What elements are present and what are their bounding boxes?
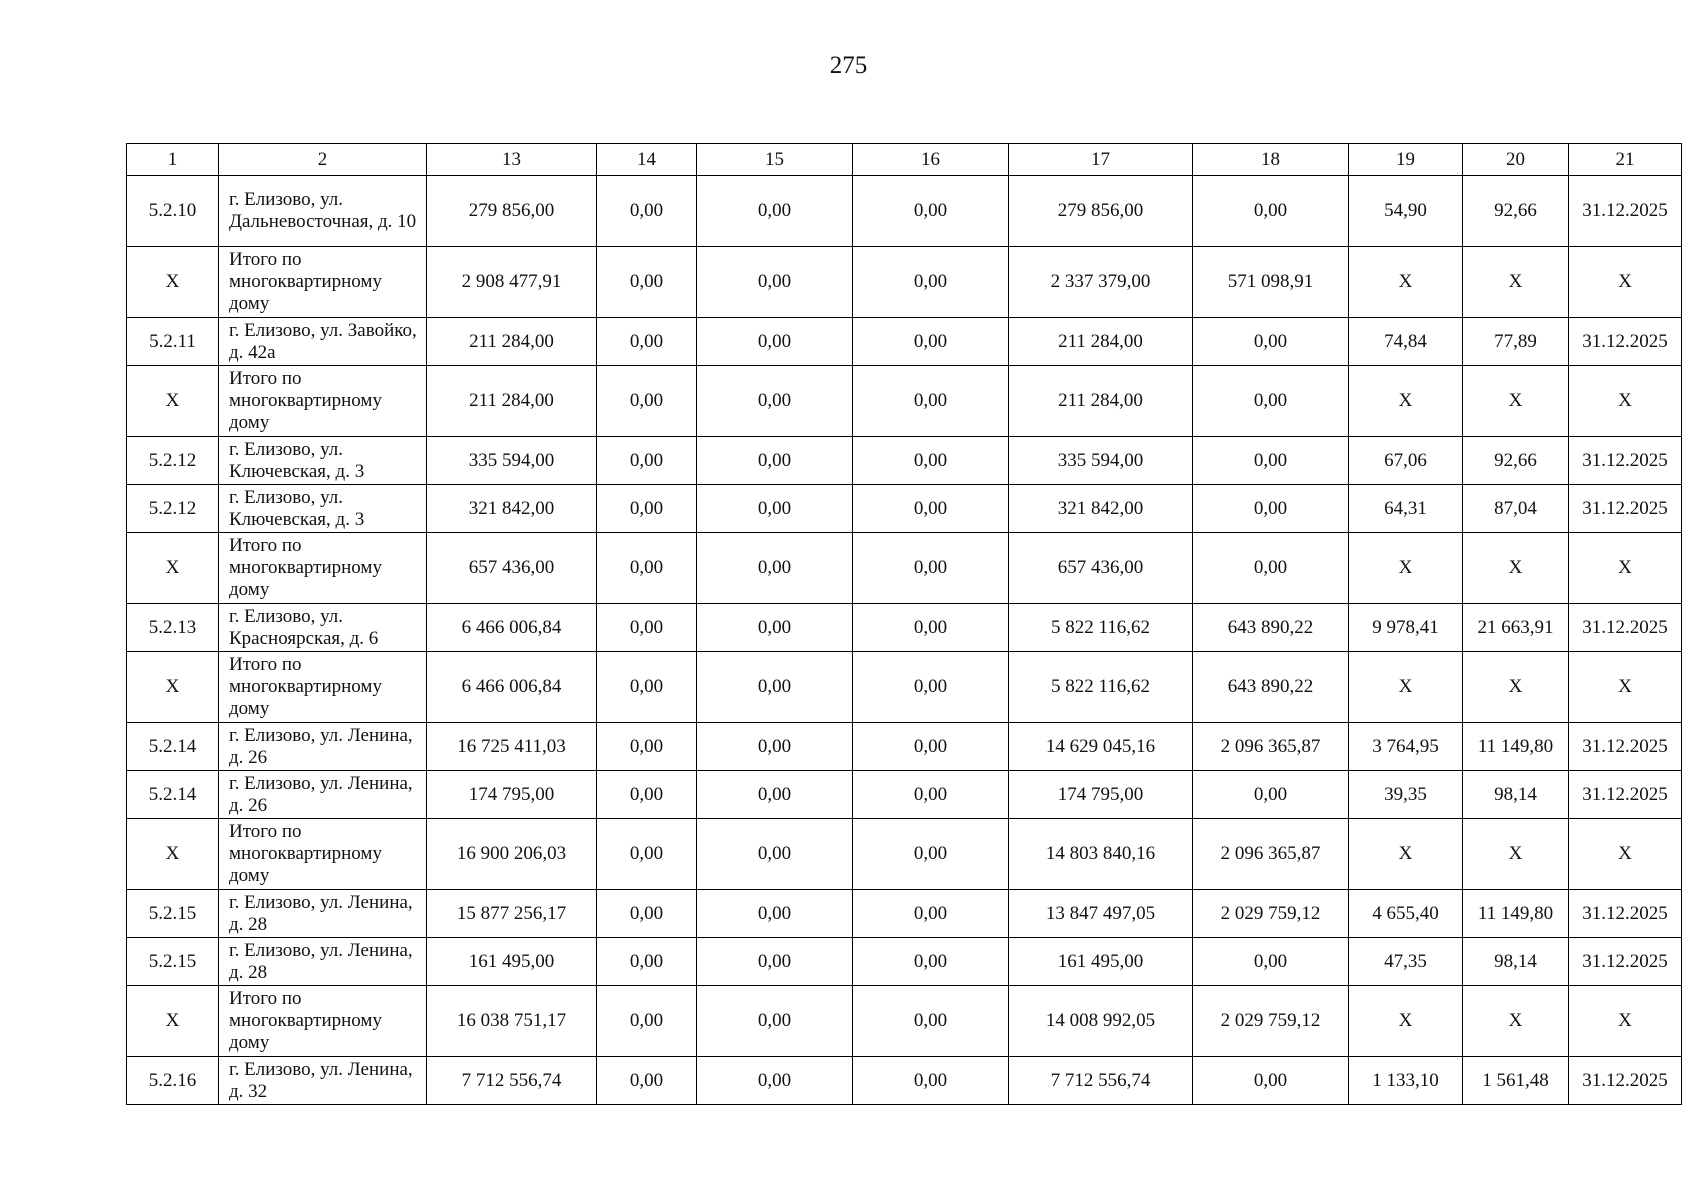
value-cell: 279 856,00 (427, 176, 597, 247)
value-cell: 321 842,00 (1009, 485, 1193, 533)
value-cell: 0,00 (853, 771, 1009, 819)
value-cell: X (1569, 533, 1682, 604)
value-cell: 87,04 (1463, 485, 1569, 533)
value-cell: 0,00 (597, 437, 697, 485)
value-cell: X (1349, 247, 1463, 318)
value-cell: 7 712 556,74 (1009, 1057, 1193, 1105)
value-cell: 11 149,80 (1463, 723, 1569, 771)
value-cell: X (1569, 652, 1682, 723)
table-row (127, 1057, 1682, 1105)
value-cell: 9 978,41 (1349, 604, 1463, 652)
address-cell: г. Елизово, ул. Ключевская, д. 3 (219, 485, 427, 533)
value-cell: 279 856,00 (1009, 176, 1193, 247)
row-number-cell: 5.2.13 (127, 604, 219, 652)
column-header: 20 (1463, 144, 1569, 176)
value-cell: 321 842,00 (427, 485, 597, 533)
address-cell: Итого по многоквартирному дому (219, 652, 427, 723)
column-header: 2 (219, 144, 427, 176)
value-cell: X (1569, 819, 1682, 890)
value-cell: 0,00 (1193, 485, 1349, 533)
value-cell: 0,00 (853, 819, 1009, 890)
value-cell: 0,00 (597, 938, 697, 986)
value-cell: X (1463, 986, 1569, 1057)
table-row (127, 604, 1682, 652)
value-cell: 0,00 (853, 986, 1009, 1057)
value-cell: 6 466 006,84 (427, 652, 597, 723)
value-cell: 0,00 (597, 247, 697, 318)
table-row (127, 986, 1682, 1057)
value-cell: 2 029 759,12 (1193, 986, 1349, 1057)
value-cell: 2 908 477,91 (427, 247, 597, 318)
value-cell: 0,00 (697, 318, 853, 366)
value-cell: 0,00 (697, 938, 853, 986)
value-cell: 0,00 (1193, 771, 1349, 819)
value-cell: 0,00 (853, 318, 1009, 366)
table-row (127, 176, 1682, 247)
table-row (127, 723, 1682, 771)
value-cell: X (1569, 247, 1682, 318)
value-cell: 0,00 (1193, 318, 1349, 366)
address-cell: г. Елизово, ул. Завойко, д. 42а (219, 318, 427, 366)
value-cell: 16 725 411,03 (427, 723, 597, 771)
address-cell: Итого по многоквартирному дому (219, 247, 427, 318)
table-row (127, 318, 1682, 366)
value-cell: 0,00 (697, 723, 853, 771)
address-cell: Итого по многоквартирному дому (219, 533, 427, 604)
value-cell: 67,06 (1349, 437, 1463, 485)
value-cell: 161 495,00 (427, 938, 597, 986)
value-cell: 174 795,00 (1009, 771, 1193, 819)
value-cell: 0,00 (597, 366, 697, 437)
value-cell: X (1463, 819, 1569, 890)
value-cell: 0,00 (697, 247, 853, 318)
value-cell: 0,00 (1193, 1057, 1349, 1105)
value-cell: 4 655,40 (1349, 890, 1463, 938)
value-cell: 643 890,22 (1193, 652, 1349, 723)
value-cell: 1 561,48 (1463, 1057, 1569, 1105)
value-cell: X (1463, 533, 1569, 604)
value-cell: 657 436,00 (427, 533, 597, 604)
value-cell: 54,90 (1349, 176, 1463, 247)
address-cell: г. Елизово, ул. Ленина, д. 26 (219, 771, 427, 819)
value-cell: 2 096 365,87 (1193, 819, 1349, 890)
value-cell: 0,00 (853, 604, 1009, 652)
value-cell: 0,00 (1193, 366, 1349, 437)
value-cell: 211 284,00 (1009, 366, 1193, 437)
value-cell: 0,00 (697, 771, 853, 819)
value-cell: 161 495,00 (1009, 938, 1193, 986)
column-header: 19 (1349, 144, 1463, 176)
value-cell: 335 594,00 (1009, 437, 1193, 485)
value-cell: 0,00 (697, 366, 853, 437)
table-row (127, 533, 1682, 604)
table-row (127, 938, 1682, 986)
value-cell: 0,00 (597, 604, 697, 652)
value-cell: 31.12.2025 (1569, 176, 1682, 247)
value-cell: 0,00 (597, 986, 697, 1057)
value-cell: 15 877 256,17 (427, 890, 597, 938)
column-header: 16 (853, 144, 1009, 176)
data-table (126, 143, 1682, 1105)
row-number-cell: 5.2.14 (127, 771, 219, 819)
row-number-cell: 5.2.16 (127, 1057, 219, 1105)
value-cell: 31.12.2025 (1569, 318, 1682, 366)
column-header: 18 (1193, 144, 1349, 176)
value-cell: 0,00 (597, 1057, 697, 1105)
value-cell: 571 098,91 (1193, 247, 1349, 318)
value-cell: 92,66 (1463, 176, 1569, 247)
value-cell: 0,00 (597, 485, 697, 533)
table-row (127, 819, 1682, 890)
value-cell: 6 466 006,84 (427, 604, 597, 652)
value-cell: X (1463, 247, 1569, 318)
value-cell: 98,14 (1463, 771, 1569, 819)
column-header: 15 (697, 144, 853, 176)
row-number-cell: 5.2.15 (127, 890, 219, 938)
value-cell: 11 149,80 (1463, 890, 1569, 938)
address-cell: г. Елизово, ул. Ленина, д. 32 (219, 1057, 427, 1105)
value-cell: X (1463, 652, 1569, 723)
row-number-cell: 5.2.10 (127, 176, 219, 247)
header-row (127, 144, 1682, 176)
table-row (127, 771, 1682, 819)
value-cell: 31.12.2025 (1569, 771, 1682, 819)
address-cell: Итого по многоквартирному дому (219, 366, 427, 437)
value-cell: 0,00 (697, 1057, 853, 1105)
column-header: 13 (427, 144, 597, 176)
row-number-cell: 5.2.12 (127, 437, 219, 485)
value-cell: 0,00 (697, 652, 853, 723)
value-cell: 31.12.2025 (1569, 1057, 1682, 1105)
address-cell: Итого по многоквартирному дому (219, 986, 427, 1057)
address-cell: г. Елизово, ул. Ключевская, д. 3 (219, 437, 427, 485)
value-cell: 5 822 116,62 (1009, 652, 1193, 723)
value-cell: X (1349, 986, 1463, 1057)
value-cell: 2 096 365,87 (1193, 723, 1349, 771)
address-cell: г. Елизово, ул. Ленина, д. 26 (219, 723, 427, 771)
value-cell: 31.12.2025 (1569, 437, 1682, 485)
value-cell: 31.12.2025 (1569, 938, 1682, 986)
value-cell: 0,00 (853, 485, 1009, 533)
value-cell: 31.12.2025 (1569, 723, 1682, 771)
value-cell: 0,00 (697, 604, 853, 652)
row-number-cell: X (127, 533, 219, 604)
value-cell: 0,00 (597, 819, 697, 890)
value-cell: X (1349, 652, 1463, 723)
table-row (127, 366, 1682, 437)
row-number-cell: X (127, 366, 219, 437)
value-cell: 0,00 (597, 723, 697, 771)
value-cell: 0,00 (697, 176, 853, 247)
value-cell: 0,00 (853, 437, 1009, 485)
table-body (127, 176, 1682, 1105)
column-header: 17 (1009, 144, 1193, 176)
value-cell: 2 337 379,00 (1009, 247, 1193, 318)
address-cell: г. Елизово, ул. Ленина, д. 28 (219, 890, 427, 938)
value-cell: X (1463, 366, 1569, 437)
value-cell: 2 029 759,12 (1193, 890, 1349, 938)
column-header: 1 (127, 144, 219, 176)
table-row (127, 437, 1682, 485)
value-cell: 335 594,00 (427, 437, 597, 485)
value-cell: 92,66 (1463, 437, 1569, 485)
value-cell: 0,00 (597, 771, 697, 819)
value-cell: 16 038 751,17 (427, 986, 597, 1057)
value-cell: 0,00 (853, 938, 1009, 986)
value-cell: X (1569, 366, 1682, 437)
value-cell: 0,00 (697, 533, 853, 604)
value-cell: 16 900 206,03 (427, 819, 597, 890)
table-row (127, 652, 1682, 723)
value-cell: 14 803 840,16 (1009, 819, 1193, 890)
value-cell: 0,00 (853, 652, 1009, 723)
value-cell: 0,00 (853, 890, 1009, 938)
value-cell: 14 008 992,05 (1009, 986, 1193, 1057)
row-number-cell: X (127, 986, 219, 1057)
value-cell: 31.12.2025 (1569, 485, 1682, 533)
value-cell: 0,00 (597, 890, 697, 938)
row-number-cell: X (127, 247, 219, 318)
row-number-cell: 5.2.15 (127, 938, 219, 986)
value-cell: 211 284,00 (427, 366, 597, 437)
value-cell: 3 764,95 (1349, 723, 1463, 771)
value-cell: 0,00 (697, 437, 853, 485)
value-cell: 643 890,22 (1193, 604, 1349, 652)
value-cell: 31.12.2025 (1569, 604, 1682, 652)
row-number-cell: X (127, 652, 219, 723)
value-cell: 14 629 045,16 (1009, 723, 1193, 771)
value-cell: 31.12.2025 (1569, 890, 1682, 938)
value-cell: 77,89 (1463, 318, 1569, 366)
value-cell: 0,00 (853, 176, 1009, 247)
value-cell: 0,00 (853, 366, 1009, 437)
value-cell: 0,00 (853, 1057, 1009, 1105)
row-number-cell: 5.2.14 (127, 723, 219, 771)
value-cell: 13 847 497,05 (1009, 890, 1193, 938)
column-header: 14 (597, 144, 697, 176)
value-cell: 657 436,00 (1009, 533, 1193, 604)
column-header: 21 (1569, 144, 1682, 176)
value-cell: X (1349, 366, 1463, 437)
table-row (127, 890, 1682, 938)
address-cell: Итого по многоквартирному дому (219, 819, 427, 890)
value-cell: X (1349, 819, 1463, 890)
value-cell: 39,35 (1349, 771, 1463, 819)
page-number: 275 (829, 52, 868, 79)
value-cell: 0,00 (697, 485, 853, 533)
value-cell: 0,00 (597, 176, 697, 247)
row-number-cell: 5.2.12 (127, 485, 219, 533)
value-cell: 0,00 (1193, 533, 1349, 604)
value-cell: 98,14 (1463, 938, 1569, 986)
value-cell: 0,00 (597, 318, 697, 366)
value-cell: 0,00 (1193, 437, 1349, 485)
value-cell: 74,84 (1349, 318, 1463, 366)
value-cell: 0,00 (597, 652, 697, 723)
value-cell: 5 822 116,62 (1009, 604, 1193, 652)
value-cell: 0,00 (853, 247, 1009, 318)
table-row (127, 247, 1682, 318)
value-cell: 0,00 (697, 986, 853, 1057)
value-cell: 64,31 (1349, 485, 1463, 533)
row-number-cell: 5.2.11 (127, 318, 219, 366)
value-cell: X (1349, 533, 1463, 604)
address-cell: г. Елизово, ул. Ленина, д. 28 (219, 938, 427, 986)
value-cell: 7 712 556,74 (427, 1057, 597, 1105)
value-cell: 1 133,10 (1349, 1057, 1463, 1105)
value-cell: 0,00 (1193, 938, 1349, 986)
table-row (127, 485, 1682, 533)
value-cell: 47,35 (1349, 938, 1463, 986)
value-cell: 0,00 (697, 890, 853, 938)
address-cell: г. Елизово, ул. Дальневосточная, д. 10 (219, 176, 427, 247)
value-cell: 0,00 (597, 533, 697, 604)
value-cell: 21 663,91 (1463, 604, 1569, 652)
row-number-cell: X (127, 819, 219, 890)
value-cell: 211 284,00 (427, 318, 597, 366)
value-cell: 0,00 (853, 723, 1009, 771)
value-cell: X (1569, 986, 1682, 1057)
value-cell: 0,00 (853, 533, 1009, 604)
value-cell: 174 795,00 (427, 771, 597, 819)
address-cell: г. Елизово, ул. Красноярская, д. 6 (219, 604, 427, 652)
value-cell: 211 284,00 (1009, 318, 1193, 366)
value-cell: 0,00 (697, 819, 853, 890)
value-cell: 0,00 (1193, 176, 1349, 247)
